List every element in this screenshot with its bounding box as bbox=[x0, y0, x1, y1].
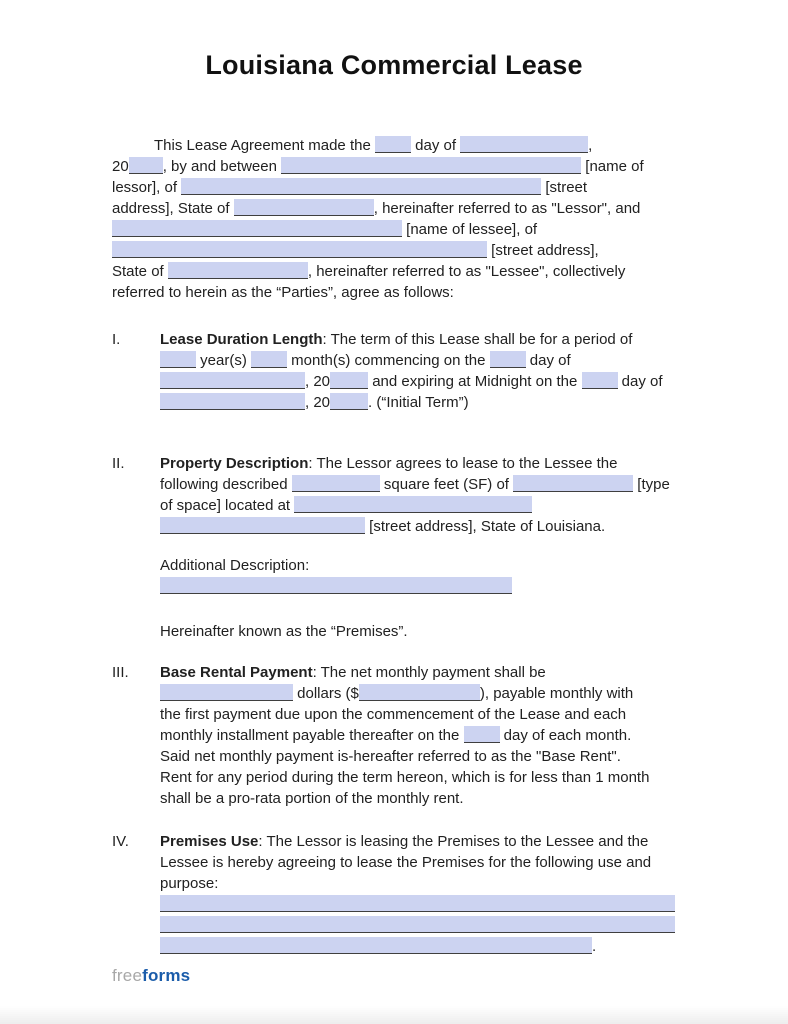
lessor-state-field[interactable] bbox=[234, 199, 374, 216]
text-run: Hereinafter known as the “Premises”. bbox=[160, 623, 408, 640]
rent-amount-number-field[interactable] bbox=[359, 684, 480, 701]
section-text bbox=[160, 831, 682, 957]
property-address-field-line1[interactable] bbox=[294, 496, 532, 513]
space-type-field[interactable] bbox=[513, 475, 633, 492]
day-field[interactable] bbox=[375, 136, 411, 153]
start-year-field[interactable] bbox=[330, 372, 368, 389]
text-run: lessor], of bbox=[112, 179, 182, 196]
page-bottom-shadow bbox=[0, 1006, 788, 1024]
section-heading: Property Description bbox=[160, 455, 309, 472]
text-run: [street address], State of Louisiana. bbox=[365, 518, 606, 535]
additional-description-field[interactable] bbox=[160, 577, 512, 594]
text-run: , 20 bbox=[305, 394, 331, 411]
text-run: year(s) bbox=[196, 352, 252, 369]
purpose-field-line1[interactable] bbox=[160, 895, 675, 912]
section-property-description bbox=[112, 453, 682, 537]
section-text bbox=[160, 662, 682, 809]
text-run: following described bbox=[160, 476, 292, 493]
text-run: . bbox=[592, 938, 597, 955]
text-run: [street address], bbox=[487, 242, 599, 259]
text-run: Lessee is hereby agreeing to lease the Premises for the following use and bbox=[160, 854, 652, 871]
purpose-field-line3[interactable] bbox=[160, 937, 592, 954]
intro-paragraph bbox=[112, 135, 682, 303]
text-run: Additional Description: bbox=[160, 557, 310, 574]
text-run: Said net monthly payment is-hereafter referred to as the "Base Rent". bbox=[160, 748, 621, 765]
text-run: purpose: bbox=[160, 875, 219, 892]
text-run: Rent for any period during the term hereon, which is for less than 1 month bbox=[160, 769, 650, 786]
additional-description-block bbox=[160, 555, 682, 597]
text-run: day of each month. bbox=[499, 727, 632, 744]
text-run: 20 bbox=[112, 158, 129, 175]
freeforms-logo bbox=[112, 966, 190, 986]
text-run: : The Lessor agrees to lease to the Lessee the bbox=[308, 455, 618, 472]
document-body bbox=[0, 135, 788, 957]
text-run: day of bbox=[410, 137, 461, 154]
hereinafter-premises-line bbox=[160, 621, 682, 642]
section-text bbox=[160, 453, 682, 537]
text-run: : The net monthly payment shall be bbox=[312, 664, 546, 681]
purpose-field-line2[interactable] bbox=[160, 916, 675, 933]
end-month-field[interactable] bbox=[160, 393, 305, 410]
document-title: Louisiana Commercial Lease bbox=[205, 50, 583, 80]
lessee-street-address-field[interactable] bbox=[112, 241, 487, 258]
section-numeral: I. bbox=[112, 331, 121, 348]
section-heading: Lease Duration Length bbox=[160, 331, 323, 348]
text-run: , hereinafter referred to as "Lessee", collectively bbox=[307, 263, 626, 280]
section-lease-duration-length bbox=[112, 329, 682, 413]
start-day-field[interactable] bbox=[490, 351, 526, 368]
text-run: , 20 bbox=[305, 373, 331, 390]
text-run: State of bbox=[112, 263, 168, 280]
property-address-field-line2[interactable] bbox=[160, 517, 365, 534]
text-run: the first payment due upon the commencement of the Lease and each bbox=[160, 706, 627, 723]
square-feet-field[interactable] bbox=[292, 475, 380, 492]
end-day-field[interactable] bbox=[582, 372, 618, 389]
text-run: This Lease Agreement made the bbox=[154, 137, 375, 154]
start-month-field[interactable] bbox=[160, 372, 305, 389]
text-run: referred to herein as the “Parties”, agree as follows: bbox=[112, 284, 454, 301]
lessee-name-field[interactable] bbox=[112, 220, 402, 237]
text-run: square feet (SF) of bbox=[379, 476, 514, 493]
text-run: address], State of bbox=[112, 200, 234, 217]
text-run: , bbox=[588, 137, 593, 154]
text-run: [name of bbox=[581, 158, 644, 175]
text-run: , by and between bbox=[162, 158, 282, 175]
text-run: : The Lessor is leasing the Premises to the Lessee and the bbox=[258, 833, 649, 850]
years-count-field[interactable] bbox=[160, 351, 196, 368]
text-run: and expiring at Midnight on the bbox=[368, 373, 582, 390]
section-text bbox=[160, 329, 682, 413]
rent-amount-words-field[interactable] bbox=[160, 684, 293, 701]
text-run: , hereinafter referred to as "Lessor", and bbox=[373, 200, 641, 217]
text-run: shall be a pro-rata portion of the monthly rent. bbox=[160, 790, 464, 807]
section-heading: Base Rental Payment bbox=[160, 664, 313, 681]
lessee-state-field[interactable] bbox=[168, 262, 308, 279]
text-run: ), payable monthly with bbox=[479, 685, 634, 702]
end-year-field[interactable] bbox=[330, 393, 368, 410]
months-count-field[interactable] bbox=[251, 351, 287, 368]
text-run: day of bbox=[617, 373, 663, 390]
payment-day-field[interactable] bbox=[464, 726, 500, 743]
text-run: of space] located at bbox=[160, 497, 295, 514]
section-numeral: III. bbox=[112, 664, 129, 681]
text-run: . (“Initial Term”) bbox=[368, 394, 469, 411]
text-run: [name of lessee], of bbox=[402, 221, 538, 238]
text-run: [street bbox=[541, 179, 588, 196]
section-base-rental-payment bbox=[112, 662, 682, 809]
lessor-street-address-field[interactable] bbox=[181, 178, 541, 195]
lessor-name-field[interactable] bbox=[281, 157, 581, 174]
text-run: month(s) commencing on the bbox=[287, 352, 490, 369]
text-run: : The term of this Lease shall be for a period of bbox=[322, 331, 633, 348]
logo-free-text: free bbox=[112, 966, 143, 985]
section-premises-use bbox=[112, 831, 682, 957]
section-numeral: II. bbox=[112, 455, 125, 472]
text-run: day of bbox=[525, 352, 571, 369]
logo-forms-text: forms bbox=[142, 966, 191, 985]
year-field[interactable] bbox=[129, 157, 163, 174]
text-run: [type bbox=[633, 476, 670, 493]
section-numeral: IV. bbox=[112, 833, 129, 850]
section-heading: Premises Use bbox=[160, 833, 259, 850]
text-run: dollars ($ bbox=[293, 685, 359, 702]
text-run: monthly installment payable thereafter on the bbox=[160, 727, 464, 744]
month-field[interactable] bbox=[460, 136, 588, 153]
